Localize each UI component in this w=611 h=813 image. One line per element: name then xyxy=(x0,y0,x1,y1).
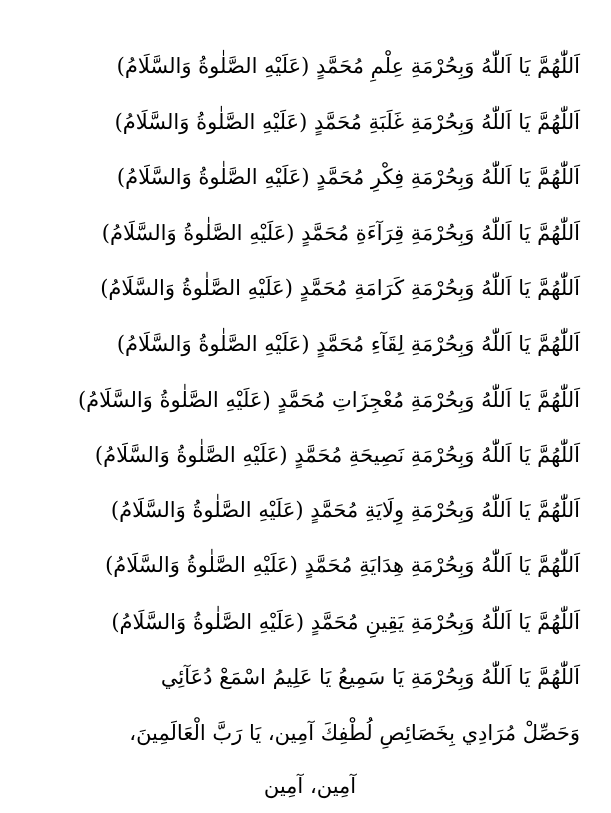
dua-line-10: اَللّٰهُمَّ يَا اَللّٰهُ وَبِحُرْمَةِ هِدَايَةِ مُحَمَّدٍ (عَلَيْهِ الصَّلٰوةُ وَالسَّلَامُ) xyxy=(105,553,580,577)
dua-closing-line: آمِين، آمِين xyxy=(263,774,357,798)
dua-line-3: اَللّٰهُمَّ يَا اَللّٰهُ وَبِحُرْمَةِ فِكْرِ مُحَمَّدٍ (عَلَيْهِ الصَّلٰوةُ وَالسَّلَامُ) xyxy=(116,165,580,189)
dua-line-4: اَللّٰهُمَّ يَا اَللّٰهُ وَبِحُرْمَةِ قِرَآءَةِ مُحَمَّدٍ (عَلَيْهِ الصَّلٰوةُ وَالسَّلَامُ) xyxy=(101,221,580,245)
dua-line-6: اَللّٰهُمَّ يَا اَللّٰهُ وَبِحُرْمَةِ لِقَآءِ مُحَمَّدٍ (عَلَيْهِ الصَّلٰوةُ وَالسَّلَامُ) xyxy=(116,332,580,356)
dua-line-7: اَللّٰهُمَّ يَا اَللّٰهُ وَبِحُرْمَةِ مُعْجِزَاتِ مُحَمَّدٍ (عَلَيْهِ الصَّلٰوةُ وَالسَّلَامُ) xyxy=(77,388,580,412)
dua-line-11: اَللّٰهُمَّ يَا اَللّٰهُ وَبِحُرْمَةِ يَقِينِ مُحَمَّدٍ (عَلَيْهِ الصَّلٰوةُ وَالسَّلَامُ) xyxy=(111,610,580,634)
dua-line-2: اَللّٰهُمَّ يَا اَللّٰهُ وَبِحُرْمَةِ غَلَبَةِ مُحَمَّدٍ (عَلَيْهِ الصَّلٰوةُ وَالسَّلَامُ) xyxy=(114,110,580,134)
dua-line-9: اَللّٰهُمَّ يَا اَللّٰهُ وَبِحُرْمَةِ وِلَايَةِ مُحَمَّدٍ (عَلَيْهِ الصَّلٰوةُ وَالسَّلَامُ) xyxy=(110,498,580,522)
dua-line-5: اَللّٰهُمَّ يَا اَللّٰهُ وَبِحُرْمَةِ كَرَامَةِ مُحَمَّدٍ (عَلَيْهِ الصَّلٰوةُ وَالسَّلَامُ) xyxy=(100,276,580,300)
dua-line-12: اَللّٰهُمَّ يَا اَللّٰهُ وَبِحُرْمَةِ يَا سَمِيعُ يَا عَلِيمُ اسْمَعْ دُعَآئِي xyxy=(160,665,580,689)
dua-line-1: اَللّٰهُمَّ يَا اَللّٰهُ وَبِحُرْمَةِ عِلْمِ مُحَمَّدٍ (عَلَيْهِ الصَّلٰوةُ وَالسَّلَامُ) xyxy=(116,54,580,78)
dua-line-13: وَحَصِّلْ مُرَادِي بِخَصَائِصِ لُطْفِكَ آمِين، يَا رَبَّ الْعَالَمِينَ، xyxy=(129,721,580,745)
dua-line-8: اَللّٰهُمَّ يَا اَللّٰهُ وَبِحُرْمَةِ نَصِيحَةِ مُحَمَّدٍ (عَلَيْهِ الصَّلٰوةُ وَالسَّلَامُ) xyxy=(94,443,580,467)
